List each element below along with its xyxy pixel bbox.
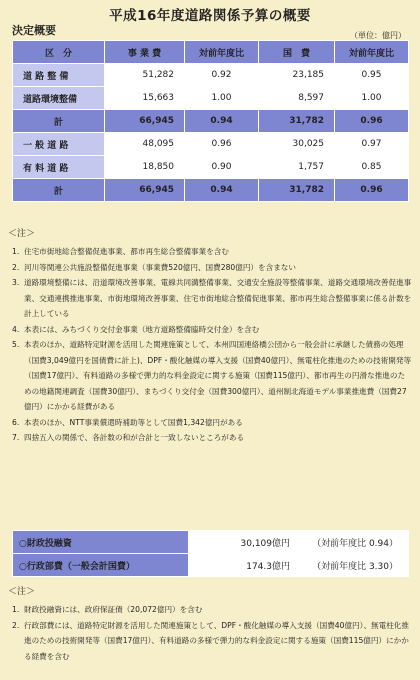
national-cell: 30,025 <box>259 133 335 156</box>
notes2-header: ＜注＞ <box>8 587 36 597</box>
cost-ratio-cell: 0.94 <box>185 110 259 133</box>
cost-ratio-cell: 0.96 <box>185 133 259 156</box>
note-number: 7. <box>12 433 20 442</box>
finance-value: 174.3億円 <box>189 554 299 577</box>
note-number: 2. <box>12 620 20 630</box>
national-cell: 31,782 <box>259 179 335 202</box>
cost-ratio-cell: 1.00 <box>185 87 259 110</box>
national-ratio-cell: 0.96 <box>335 179 409 202</box>
note-number: 1. <box>12 605 20 614</box>
note-item <box>12 618 412 665</box>
national-cell: 8,597 <box>259 87 335 110</box>
note-item <box>12 415 412 431</box>
cost-ratio-cell: 0.94 <box>185 179 259 202</box>
note-item <box>12 275 412 322</box>
finance-label: ○財政投融資 <box>13 531 189 554</box>
cost-cell: 66,945 <box>105 110 185 133</box>
column-header: 区 分 <box>13 41 105 64</box>
note-text: 四捨五入の関係で、各計数の和が合計と一致しないところがある <box>24 433 245 442</box>
notes-list <box>12 244 412 446</box>
note-text: 河川等関連公共施設整備促進事業（事業費520億円、国費280億円）を含まない <box>24 262 296 272</box>
row-label: 計 <box>13 179 105 202</box>
note-text: 道路環境整備には、沿道環境改善事業、電線共同溝整備事業、交通安全施設等整備事業、道路交通環境改善促進事業、交通連携推進事業、市街地環境改善事業、住宅市街地総合整備促進事業、都市再生総合整備事業に係る計数を計上している <box>24 278 412 318</box>
note-item <box>12 322 412 338</box>
note-text: 財政投融資には、政府保証債（20,072億円）を含む <box>24 605 203 614</box>
national-cell: 31,782 <box>259 110 335 133</box>
note-number: 6. <box>12 417 20 427</box>
note-number: 4. <box>12 324 20 334</box>
national-ratio-cell: 0.97 <box>335 133 409 156</box>
note-text: 行政部費には、道路特定財源を活用した関連施策として、DPF・酸化触媒の導入支援（国費40億円）、無電柱化推進のための技術開発等（国費17億円）、有料道路の多様で弾力的な料金設定に関する施策（国費115億円）にかかる経費を含む <box>24 620 409 661</box>
note-item <box>12 602 412 618</box>
finance-row <box>13 531 409 554</box>
column-header: 国 費 <box>259 41 335 64</box>
note-text: 本表には、みちづくり交付金事業（地方道路整備臨時交付金）を含む <box>24 324 260 334</box>
finance-value: 30,109億円 <box>189 531 299 554</box>
row-label: 一 般 道 路 <box>13 133 105 156</box>
notes2-list <box>12 602 412 664</box>
national-cell: 23,185 <box>259 64 335 87</box>
note-text: 本表のほか、NTT事業償還時補助等として国費1,342億円がある <box>24 417 243 427</box>
national-ratio-cell: 0.95 <box>335 64 409 87</box>
page-title: 平成16年度道路関係予算の概要 <box>109 8 311 24</box>
finance-row <box>13 554 409 577</box>
table-row <box>13 156 409 179</box>
column-header: 事 業 費 <box>105 41 185 64</box>
finance-ratio: （対前年度比 3.30） <box>299 554 409 577</box>
note-item <box>12 337 412 415</box>
table-total-row <box>13 179 409 202</box>
cost-ratio-cell: 0.90 <box>185 156 259 179</box>
cost-cell: 66,945 <box>105 179 185 202</box>
notes-header: ＜注＞ <box>8 229 36 239</box>
cost-ratio-cell: 0.92 <box>185 64 259 87</box>
note-item <box>12 244 412 260</box>
cost-cell: 51,282 <box>105 64 185 87</box>
table-row <box>13 87 409 110</box>
cost-cell: 18,850 <box>105 156 185 179</box>
unit-label: （単位：億円） <box>350 31 406 40</box>
section-subtitle: 決定概要 <box>12 24 56 37</box>
note-item <box>12 260 412 276</box>
national-ratio-cell: 0.85 <box>335 156 409 179</box>
column-header: 対前年度比 <box>185 41 259 64</box>
finance-label: ○行政部費（一般会計国費） <box>13 554 189 577</box>
national-cell: 1,757 <box>259 156 335 179</box>
table-row <box>13 64 409 87</box>
note-number: 5. <box>12 340 20 349</box>
row-label: 計 <box>13 110 105 133</box>
row-label: 道路環境整備 <box>13 87 105 110</box>
national-ratio-cell: 0.96 <box>335 110 409 133</box>
table-row <box>13 133 409 156</box>
cost-cell: 15,663 <box>105 87 185 110</box>
column-header: 対前年度比 <box>335 41 409 64</box>
table-total-row <box>13 110 409 133</box>
row-label: 有 料 道 路 <box>13 156 105 179</box>
national-ratio-cell: 1.00 <box>335 87 409 110</box>
cost-cell: 48,095 <box>105 133 185 156</box>
note-number: 2. <box>12 262 20 272</box>
row-label: 道 路 整 備 <box>13 64 105 87</box>
note-number: 1. <box>12 247 20 256</box>
note-text: 本表のほか、道路特定財源を活用した関連施策として、本州四国連絡橋公団から一般会計に承継した債務の処理（国費3,049億円を国債費に計上)、DPF・酸化触媒の導入支援（国費40億円）、無電柱化推進のための技術開発等（国費17億円）、有料道路の多様で弾力的な料金設定に関する施策（国費115億円）、都市再生の円滑な推進のための地籍関連調査（国費30億円）、まちづくり交付金（国費300億円）、道州制北海道モデル事業推進費（国費27億円）にかかる経費がある <box>24 340 412 411</box>
table-header-row <box>13 41 409 64</box>
budget-table <box>12 40 409 202</box>
finance-ratio: （対前年度比 0.94） <box>299 531 409 554</box>
note-item <box>12 430 412 446</box>
note-number: 3. <box>12 278 20 287</box>
finance-table <box>12 530 409 577</box>
note-text: 住宅市街地総合整備促進事業、都市再生総合整備事業を含む <box>24 247 230 256</box>
